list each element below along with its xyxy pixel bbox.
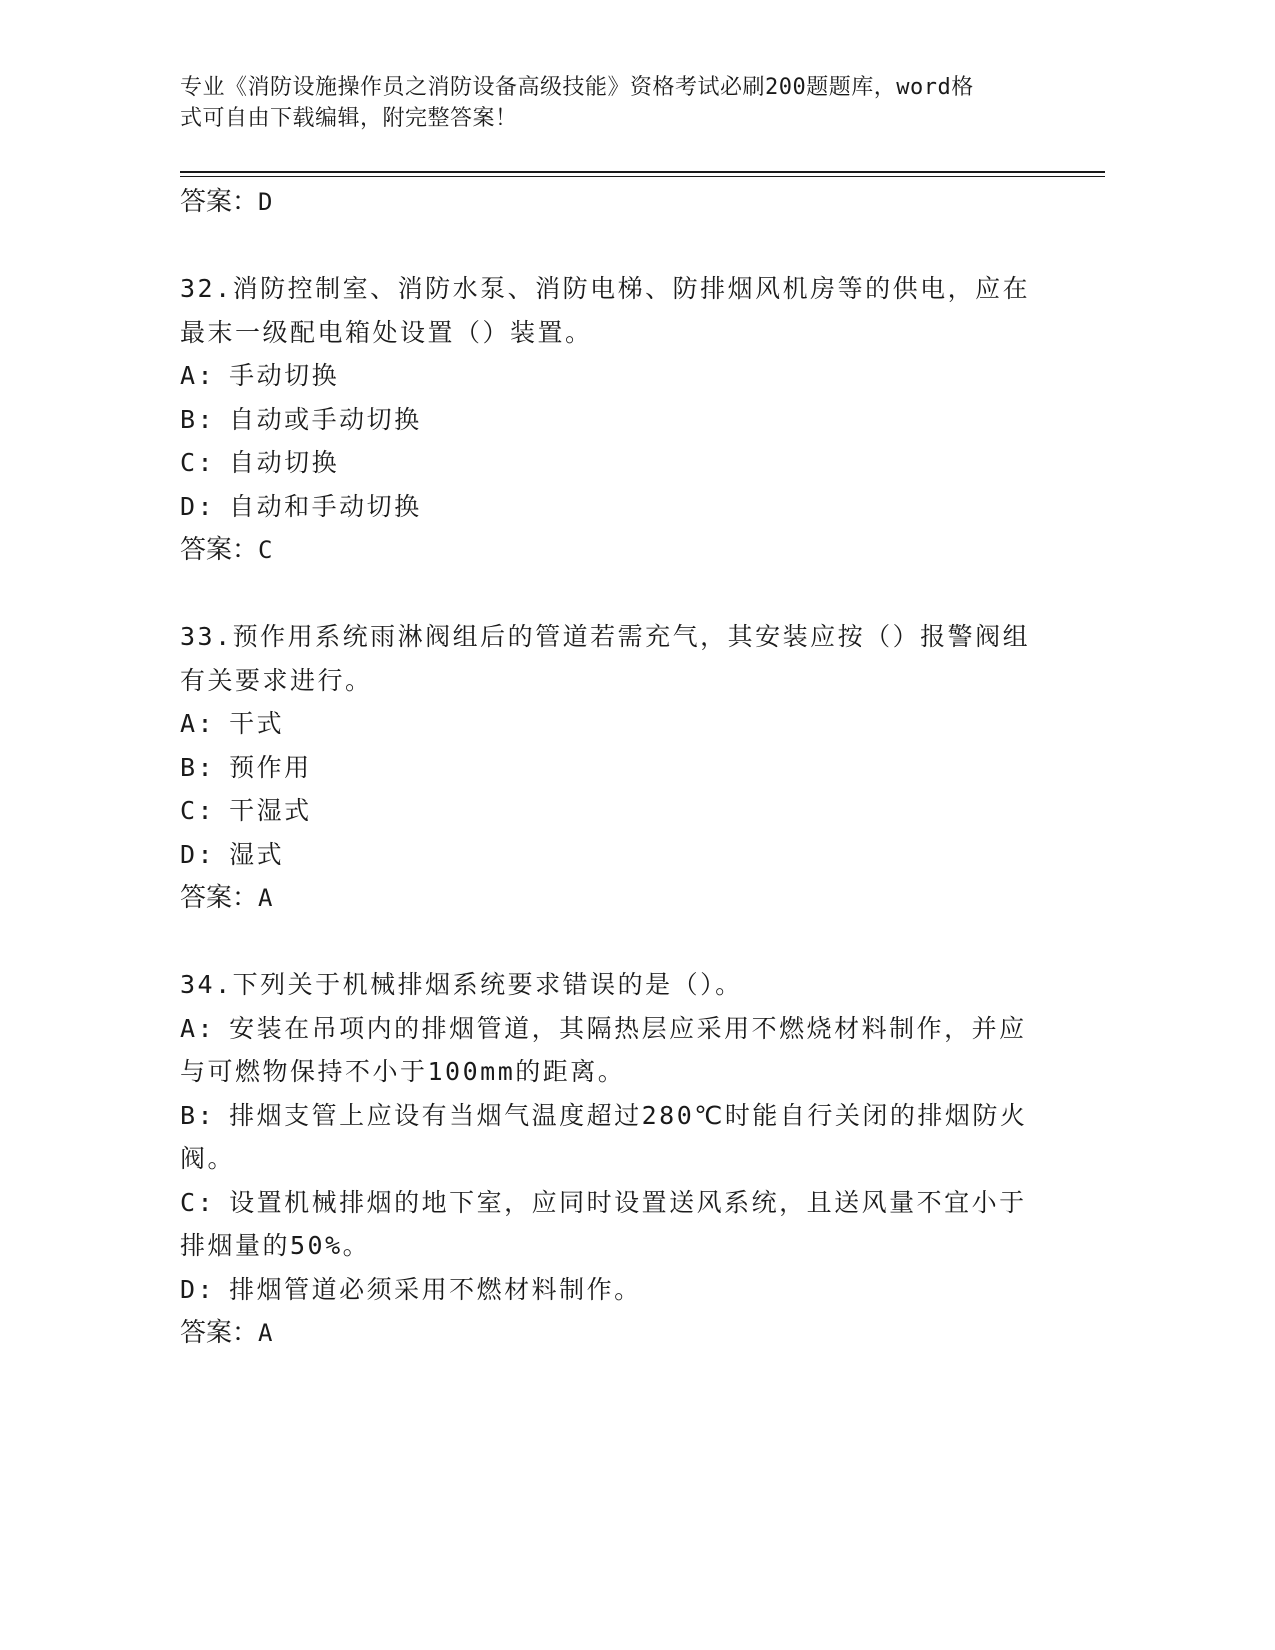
option-text: 排烟支管上应设有当烟气温度超过280℃时能自行关闭的排烟防火 [229,1100,1028,1130]
option-label: B: [180,404,216,434]
question-block [180,615,1040,920]
previous-answer [180,180,1040,224]
question-list [180,180,1040,1355]
questions-container [180,267,1040,1355]
option-line [180,398,1040,442]
option-label: C: [180,448,216,477]
option-text: 与可燃物保持不小于100mm的距离。 [180,1057,626,1086]
option-line [180,485,1040,529]
option-text: 干湿式 [229,796,312,825]
question-stem-line: 最末一级配电箱处设置（）装置。 [180,317,593,347]
answer [180,876,1040,920]
header-rule-thin [180,176,1105,177]
option-text: 湿式 [229,839,285,869]
answer-value: A [258,1319,273,1347]
option-label: B: [180,752,216,782]
option-text: 设置机械排烟的地下室，应同时设置送风系统，且送风量不宜小于 [229,1187,1027,1217]
answer [180,1311,1040,1355]
answer [180,528,1040,572]
option-label: A: [180,709,216,738]
option-line [180,1181,1040,1225]
option-text: 自动切换 [229,448,340,477]
option-label: D: [180,491,216,521]
option-line [180,441,1040,485]
option-text: 干式 [229,709,285,738]
answer-value: A [258,884,273,912]
option-label: D: [180,1274,216,1304]
option-label: C: [180,796,216,825]
option-text: 阀。 [180,1144,236,1173]
option-line [180,1050,1040,1094]
answer-label: 答案： [180,535,259,565]
option-text: 预作用 [229,752,312,782]
answer-value: D [258,188,273,216]
option-line [180,702,1040,746]
question-stem-line: 34.下列关于机械排烟系统要求错误的是（）。 [180,970,743,999]
document-header [180,72,1040,134]
option-line [180,1224,1040,1268]
option-text: 排烟量的50%。 [180,1231,371,1260]
header-rule-thick [180,171,1105,173]
question-block [180,267,1040,572]
answer-label: 答案： [180,883,259,913]
option-line [180,1268,1040,1312]
question-stem-line: 33.预作用系统雨淋阀组后的管道若需充气，其安装应按（）报警阀组 [180,622,1031,651]
option-line [180,354,1040,398]
option-label: C: [180,1187,216,1217]
option-label: A: [180,1013,216,1043]
option-label: B: [180,1100,216,1130]
question-stem-line: 有关要求进行。 [180,665,373,695]
question-stem-line: 32.消防控制室、消防水泵、消防电梯、防排烟风机房等的供电，应在 [180,274,1031,303]
option-text: 自动和手动切换 [229,491,422,521]
option-text: 排烟管道必须采用不燃材料制作。 [229,1274,642,1304]
answer-label: 答案： [180,187,259,217]
header-line-2: 式可自由下载编辑，附完整答案！ [180,106,518,131]
question-block [180,963,1040,1355]
option-line [180,1094,1040,1138]
answer-value: C [258,536,273,564]
option-line [180,746,1040,790]
option-line [180,789,1040,833]
option-line [180,833,1040,877]
option-label: A: [180,361,216,390]
option-text: 安装在吊项内的排烟管道，其隔热层应采用不燃烧材料制作，并应 [229,1013,1027,1043]
header-line-1: 专业《消防设施操作员之消防设备高级技能》资格考试必刷200题题库，word格 [180,75,974,100]
option-text: 手动切换 [229,361,340,390]
option-line [180,1137,1040,1181]
option-text: 自动或手动切换 [229,404,422,434]
option-line [180,1007,1040,1051]
option-label: D: [180,839,216,869]
answer-label: 答案： [180,1318,259,1348]
